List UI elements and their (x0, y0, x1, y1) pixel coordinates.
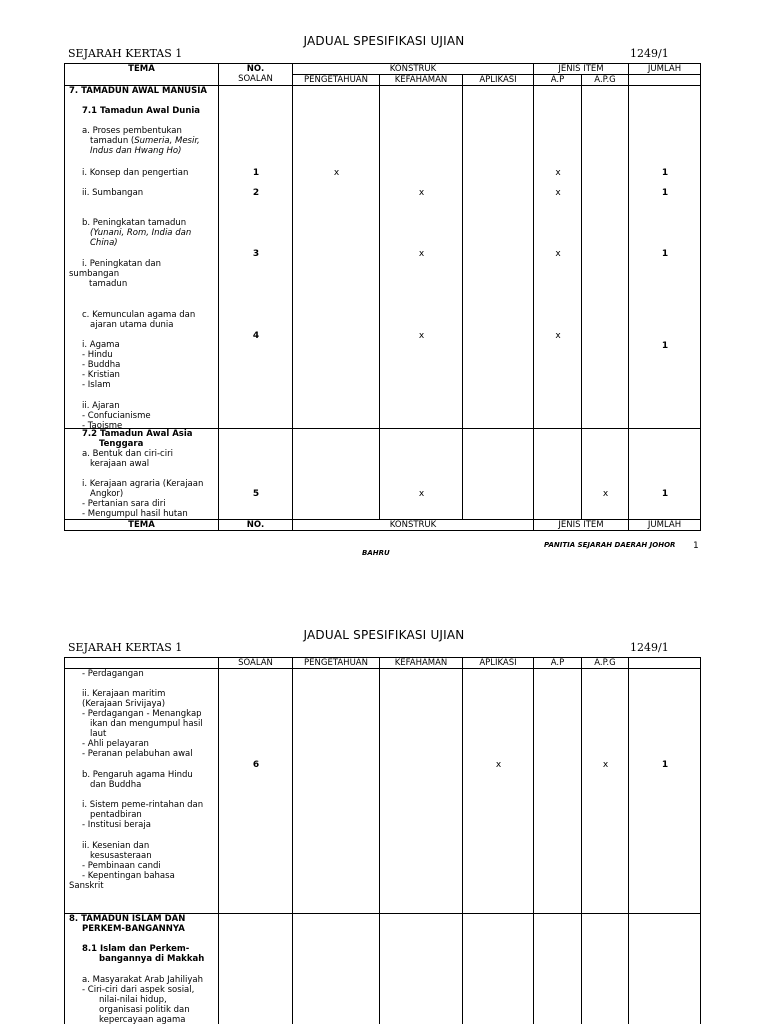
footer-text-2: BAHRU (362, 549, 390, 557)
header-apg: A.P.G (582, 75, 629, 86)
aplikasi-cell (463, 86, 534, 429)
table-row: - Perdagangan ii. Kerajaan maritim (Kerajaan Srivijaya) - Perdagangan - Menangkap ikan dan mengumpul hasil laut - Ahli pelayaran - Peranan pelabuhan awal b. Pengaruh agama Hindu dan Buddha i. Sistem peme-rintahan dan pentadbiran - Institusi beraja ii. Kesenian dan kesusasteraan - Pembinaan candi - Kepentingan bahasa Sanskrit 6 x x 1 (65, 669, 701, 914)
topic-heading: 7. TAMADUN AWAL MANUSIA (69, 86, 207, 96)
header-kefahaman: KEFAHAMAN (380, 658, 463, 669)
header-kefahaman: KEFAHAMAN (380, 75, 463, 86)
footer-header-row: TEMA NO. KONSTRUK JENIS ITEM JUMLAH (65, 520, 701, 531)
table-row (65, 914, 701, 1024)
header-jenis-item: JENIS ITEM (534, 64, 629, 75)
specification-table (64, 657, 701, 1024)
header-konstruk: KONSTRUK (293, 64, 534, 75)
header-pengetahuan: PENGETAHUAN (293, 658, 380, 669)
topic-cell: 8. TAMADUN ISLAM DAN PERKEM-BANGANNYA 8.1 Islam dan Perkem- bangannya di Makkah a. Masyarakat Arab Jahiliyah - Ciri-ciri dari aspek sosial, nilai-nilai hidup, organisasi politik dan kepercayaan agama (65, 914, 219, 1024)
subject-label: SEJARAH KERTAS 1 (68, 47, 183, 60)
paper-code: 1249/1 (630, 641, 669, 654)
header-ap: A.P (534, 75, 582, 86)
subject-label: SEJARAH KERTAS 1 (68, 641, 183, 654)
header-pengetahuan: PENGETAHUAN (293, 75, 380, 86)
subtopic-heading: 8.1 Islam dan Perkem- (82, 944, 190, 954)
document-title: JADUAL SPESIFIKASI UJIAN (303, 34, 465, 48)
page-2 (0, 596, 768, 1024)
header-tema: TEMA (65, 64, 219, 86)
no-soalan-cell: 1 2 3 4 (219, 86, 293, 429)
jumlah-cell: 1 1 1 1 (629, 86, 701, 429)
page-number: 1 (693, 541, 699, 551)
topic-heading: 8. TAMADUN ISLAM DAN (69, 914, 186, 924)
topic-cell: 7. TAMADUN AWAL MANUSIA 7.1 Tamadun Awal Dunia a. Proses pembentukan tamadun (Sumeria, Mesir, Indus dan Hwang Ho) i. Konsep dan pengertian ii. Sumbangan b. Peningkatan tamadun (Yunani, Rom, India dan China) i. Peningkatan dan sumbangan tamadun c. Kemunculan agama dan ajaran utama dunia i. Agama - Hindu - Buddha - Kristian - Islam ii. Ajaran - Confucianisme - Taoisme (65, 86, 219, 429)
topic-cell: - Perdagangan ii. Kerajaan maritim (Kerajaan Srivijaya) - Perdagangan - Menangkap ikan dan mengumpul hasil laut - Ahli pelayaran - Peranan pelabuhan awal b. Pengaruh agama Hindu dan Buddha i. Sistem peme-rintahan dan pentadbiran - Institusi beraja ii. Kesenian dan kesusasteraan - Pembinaan candi - Kepentingan bahasa Sanskrit (65, 669, 219, 914)
subtopic-heading: 7.2 Tamadun Awal Asia (82, 429, 193, 439)
apg-cell (582, 86, 629, 429)
paper-code: 1249/1 (630, 47, 669, 60)
table-row (65, 86, 701, 429)
ap-cell: x x x x (534, 86, 582, 429)
header-apg: A.P.G (582, 658, 629, 669)
header-ap: A.P (534, 658, 582, 669)
document-title: JADUAL SPESIFIKASI UJIAN (303, 628, 465, 642)
header-jumlah: JUMLAH (629, 64, 701, 75)
header-soalan: SOALAN (219, 658, 293, 669)
subtopic-heading: 7.1 Tamadun Awal Dunia (82, 106, 201, 116)
specification-table (64, 63, 701, 531)
topic-cell: 7.2 Tamadun Awal Asia Tenggara a. Bentuk dan ciri-ciri kerajaan awal i. Kerajaan agraria (Kerajaan Angkor) - Pertanian sara diri - Mengumpul hasil hutan (65, 429, 219, 520)
header-aplikasi: APLIKASI (463, 658, 534, 669)
footer-text: PANITIA SEJARAH DAERAH JOHOR (544, 541, 676, 549)
kefahaman-cell: x x x (380, 86, 463, 429)
table-row: 7.2 Tamadun Awal Asia Tenggara a. Bentuk dan ciri-ciri kerajaan awal i. Kerajaan agraria (Kerajaan Angkor) - Pertanian sara diri - Mengumpul hasil hutan 5 x x 1 (65, 429, 701, 520)
header-no-soalan: NO. SOALAN (219, 64, 293, 86)
header-aplikasi: APLIKASI (463, 75, 534, 86)
pengetahuan-cell: x (293, 86, 380, 429)
